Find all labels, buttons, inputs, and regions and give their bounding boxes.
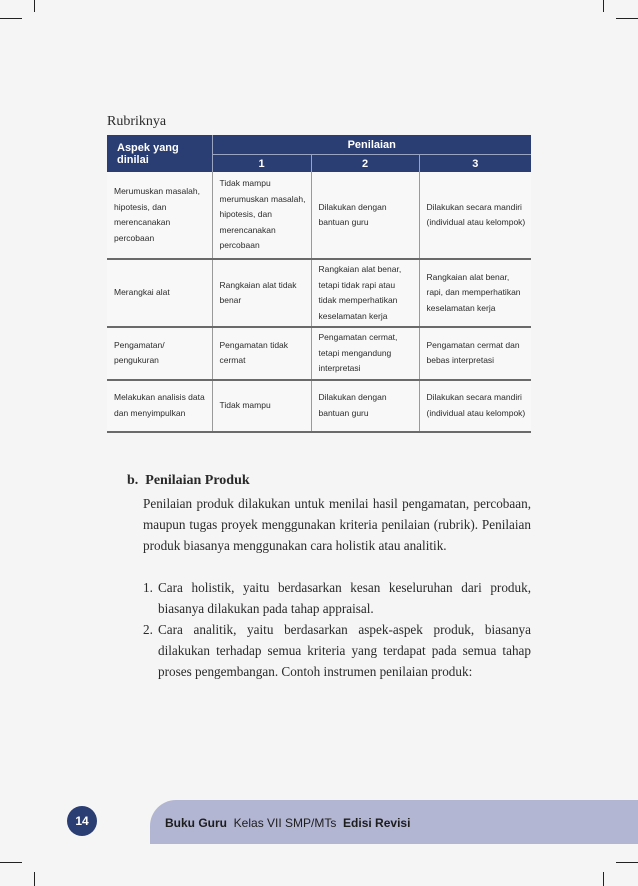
list-item-text: Cara holistik, yaitu berdasarkan kesan keseluruhan dari produk, biasanya dilakukan pada tahap appraisal. — [158, 580, 531, 616]
level-3-cell: Dilakukan secara mandiri (individual atau kelompok) — [419, 172, 531, 259]
level-1-cell: Rangkaian alat tidak benar — [212, 259, 311, 327]
assessment-header: Penilaian — [212, 135, 531, 155]
table-row — [107, 259, 531, 327]
level-header: 2 — [311, 155, 419, 173]
table-row — [107, 172, 531, 259]
footer-book-title: Buku Guru — [165, 816, 227, 830]
level-header: 1 — [212, 155, 311, 173]
list-item-number: 2. — [143, 622, 153, 637]
aspect-cell: Merumuskan masalah, hipotesis, dan merencanakan percobaan — [107, 172, 212, 259]
crop-mark — [34, 0, 35, 12]
list-item — [143, 619, 531, 682]
list-item-number: 1. — [143, 580, 153, 595]
section-paragraph: Penilaian produk dilakukan untuk menilai hasil pengamatan, percobaan, maupun tugas proyek menggunakan kriteria penilaian (rubrik). Penilaian produk biasanya menggunakan cara holistik atau analitik. — [143, 496, 531, 553]
crop-mark — [616, 862, 638, 863]
crop-mark — [0, 18, 22, 19]
aspect-header: Aspek yang dinilai — [107, 135, 212, 172]
level-2-cell: Dilakukan dengan bantuan guru — [311, 172, 419, 259]
numbered-list — [143, 577, 531, 682]
level-2-cell: Pengamatan cermat, tetapi mengandung interpretasi — [311, 327, 419, 380]
crop-mark — [603, 872, 604, 886]
level-1-cell: Tidak mampu — [212, 380, 311, 432]
level-header: 3 — [419, 155, 531, 173]
table-row — [107, 327, 531, 380]
crop-mark — [603, 0, 604, 12]
level-2-cell: Dilakukan dengan bantuan guru — [311, 380, 419, 432]
level-3-cell: Dilakukan secara mandiri (individual atau kelompok) — [419, 380, 531, 432]
crop-mark — [616, 18, 638, 19]
list-item-text: Cara analitik, yaitu berdasarkan aspek-aspek produk, biasanya dilakukan terhadap semua kriteria yang terdapat pada semua tahap proses pengembangan. Contoh instrumen penilaian produk: — [158, 622, 531, 679]
level-2-cell: Rangkaian alat benar, tetapi tidak rapi atau tidak memperhatikan keselamatan kerja — [311, 259, 419, 327]
crop-mark — [0, 862, 22, 863]
level-1-cell: Pengamatan tidak cermat — [212, 327, 311, 380]
table-caption: Rubriknya — [107, 114, 167, 129]
footer-text — [165, 816, 410, 830]
rubric-table — [107, 135, 531, 433]
aspect-cell: Melakukan analisis data dan menyimpulkan — [107, 380, 212, 432]
page-number: 14 — [67, 806, 97, 836]
footer-class: Kelas VII SMP/MTs — [233, 816, 337, 830]
level-1-cell: Tidak mampu merumuskan masalah, hipotesis, dan merencanakan percobaan — [212, 172, 311, 259]
aspect-cell: Merangkai alat — [107, 259, 212, 327]
crop-mark — [34, 872, 35, 886]
footer-edition: Edisi Revisi — [343, 816, 411, 830]
level-3-cell: Pengamatan cermat dan bebas interpretasi — [419, 327, 531, 380]
list-item — [143, 577, 531, 619]
level-3-cell: Rangkaian alat benar, rapi, dan memperhatikan keselamatan kerja — [419, 259, 531, 327]
table-header-row — [107, 135, 531, 155]
aspect-cell: Pengamatan/ pengukuran — [107, 327, 212, 380]
table-row — [107, 380, 531, 432]
section-title: b. Penilaian Produk — [127, 473, 250, 488]
